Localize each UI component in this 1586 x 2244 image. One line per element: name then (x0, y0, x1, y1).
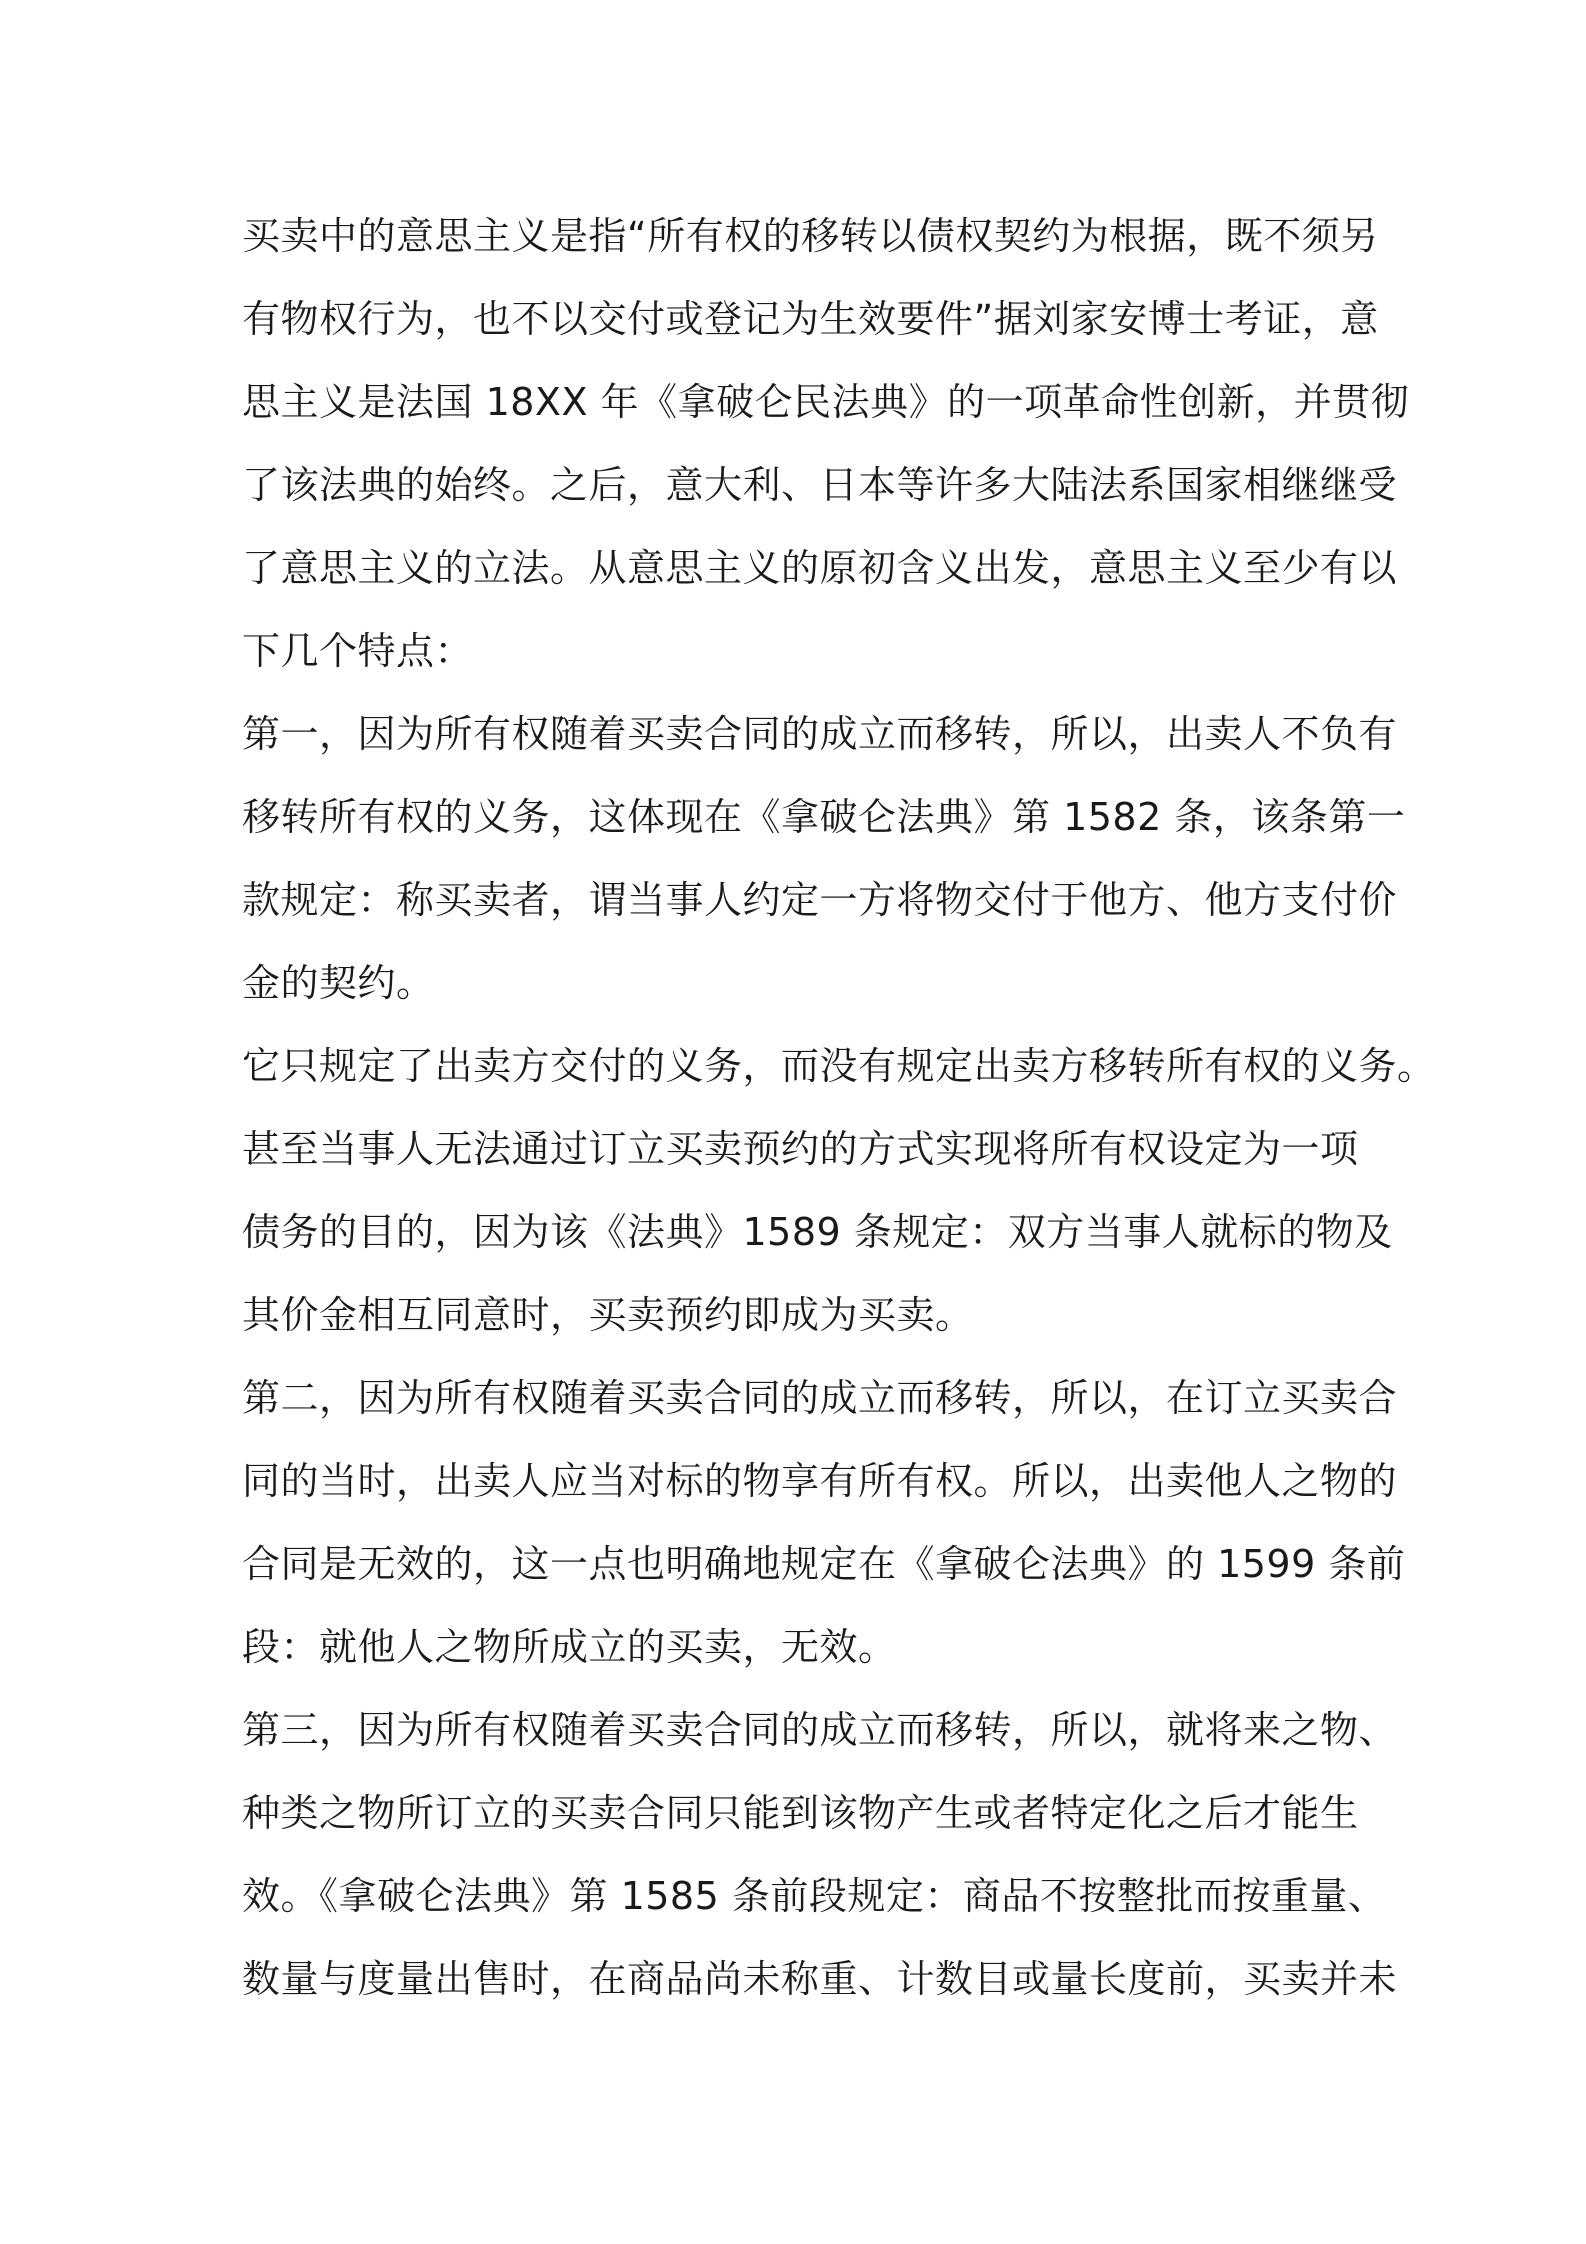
text-line-17: 合同是无效的，这一点也明确地规定在《拿破仑法典》的 1599 条前 (242, 1542, 1406, 1586)
text-line-6: 下几个特点： (242, 629, 474, 673)
text-line-18: 段：就他人之物所成立的买卖，无效。 (242, 1625, 897, 1669)
text-line-20: 种类之物所订立的买卖合同只能到该物产生或者特定化之后才能生 (242, 1791, 1359, 1835)
text-line-12: 甚至当事人无法通过订立买卖预约的方式实现将所有权设定为一项 (242, 1127, 1359, 1171)
text-line-10: 金的契约。 (242, 961, 435, 1005)
text-line-11: 它只规定了出卖方交付的义务，而没有规定出卖方移转所有权的义务。 (242, 1044, 1436, 1088)
text-line-7: 第一，因为所有权随着买卖合同的成立而移转，所以，出卖人不负有 (242, 712, 1398, 756)
text-line-14: 其价金相互同意时，买卖预约即成为买卖。 (242, 1293, 974, 1337)
text-line-4: 了该法典的始终。之后，意大利、日本等许多大陆法系国家相继继受 (242, 463, 1398, 507)
text-line-3: 思主义是法国 18XX 年《拿破仑民法典》的一项革命性创新，并贯彻 (242, 380, 1410, 424)
text-line-21: 效。《拿破仑法典》第 1585 条前段规定：商品不按整批而按重量、 (242, 1874, 1387, 1918)
body-text (242, 195, 1436, 2021)
text-line-2: 有物权行为，也不以交付或登记为生效要件”据刘家安博士考证，意 (242, 297, 1379, 341)
text-line-19: 第三，因为所有权随着买卖合同的成立而移转，所以，就将来之物、 (242, 1708, 1398, 1752)
text-line-5: 了意思主义的立法。从意思主义的原初含义出发，意思主义至少有以 (242, 546, 1398, 590)
text-line-13: 债务的目的，因为该《法典》1589 条规定：双方当事人就标的物及 (242, 1210, 1393, 1254)
text-line-9: 款规定：称买卖者，谓当事人约定一方将物交付于他方、他方支付价 (242, 878, 1398, 922)
text-line-15: 第二，因为所有权随着买卖合同的成立而移转，所以，在订立买卖合 (242, 1376, 1398, 1420)
text-line-16: 同的当时，出卖人应当对标的物享有所有权。所以，出卖他人之物的 (242, 1459, 1398, 1503)
text-line-8: 移转所有权的义务，这体现在《拿破仑法典》第 1582 条，该条第一 (242, 795, 1406, 839)
text-line-1: 买卖中的意思主义是指“所有权的移转以债权契约为根据，既不须另 (242, 214, 1379, 258)
text-line-22: 数量与度量出售时，在商品尚未称重、计数目或量长度前，买卖并未 (242, 1957, 1398, 2001)
